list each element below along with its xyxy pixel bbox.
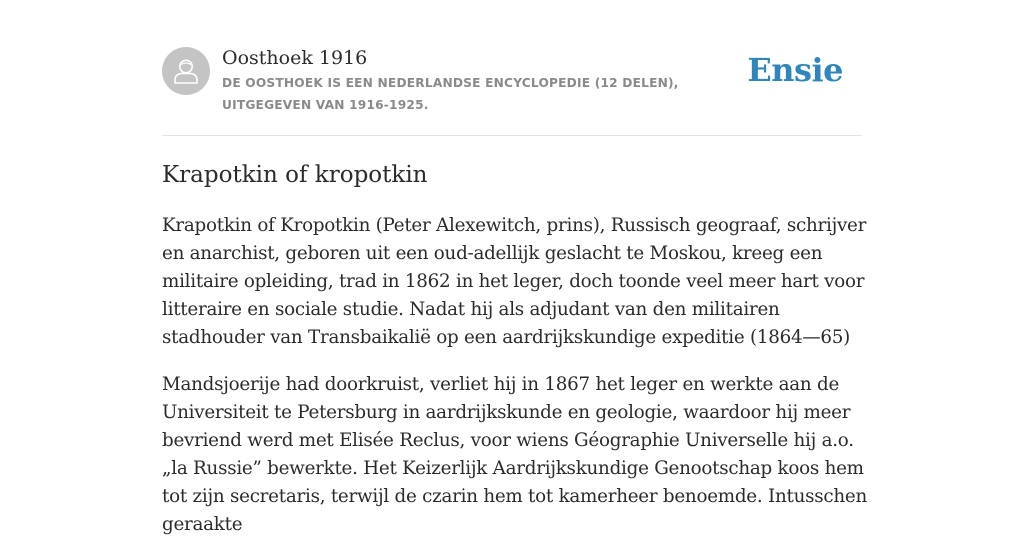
source-name[interactable]: Oosthoek 1916: [222, 47, 368, 69]
user-icon: [162, 47, 210, 95]
article-title: Krapotkin of kropotkin: [162, 162, 428, 188]
header-divider: [162, 135, 862, 136]
ensie-logo[interactable]: Ensie: [747, 51, 843, 89]
article-paragraph: Krapotkin of Kropotkin (Peter Alexewitch, prins), Russisch geograaf, schrijver en anarchist, geboren uit een oud-adellijk geslacht te Moskou, kreeg een militaire opleiding, trad in 1862 in het leger, doch toonde veel meer hart voor litteraire en sociale studie. Nadat hij als adjudant van den militairen stadhouder van Transbaikalië op een aardrijkskundige expeditie (1864—65): [162, 215, 867, 348]
source-description: DE OOSTHOEK IS EEN NEDERLANDSE ENCYCLOPEDIE (12 DELEN), UITGEGEVEN VAN 1916-1925.: [222, 76, 679, 112]
article-paragraph: Mandsjoerije had doorkruist, verliet hij in 1867 het leger en werkte aan de Universiteit te Petersburg in aardrijkskunde en geologie, waardoor hij meer bevriend werd met Elisée Reclus, voor wiens Géographie Universelle hij a.o. „la Russie” bewerkte. Het Keizerlijk Aardrijkskundige Genootschap koos hem tot zijn secretaris, terwijl de czarin hem tot kamerheer benoemde. Intusschen geraakte: [162, 374, 867, 535]
article-body: [162, 212, 867, 558]
source-header: [162, 46, 862, 116]
source-avatar[interactable]: [162, 47, 210, 95]
